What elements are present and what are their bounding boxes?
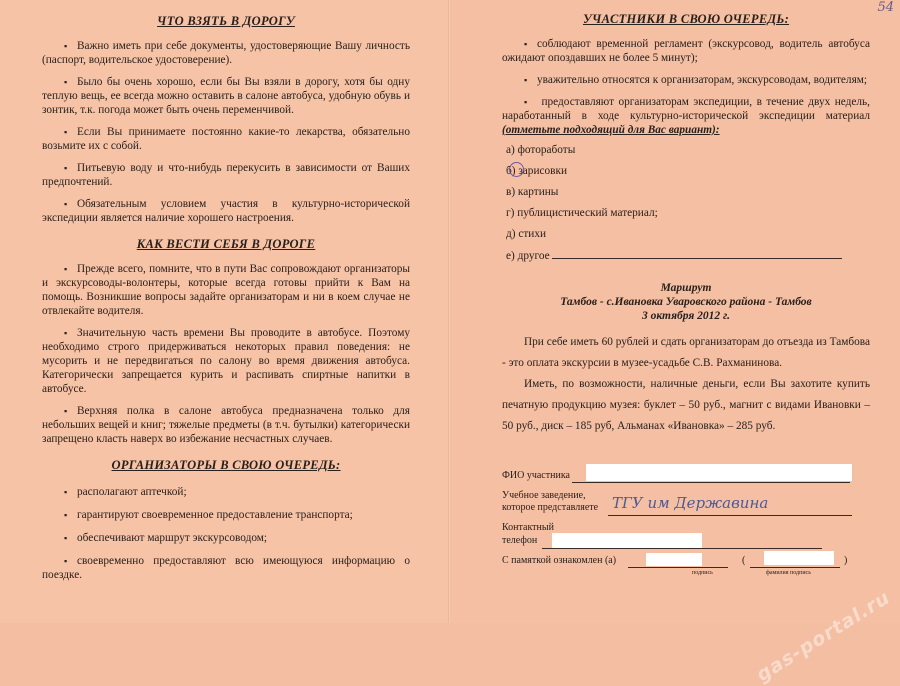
fio-redaction: [586, 464, 852, 481]
participant-item: ▪ уважительно относятся к организаторам, экскурсоводам, водителям;: [502, 73, 870, 87]
school-label-line2: которое представляете: [502, 502, 599, 513]
fio-label: ФИО участника: [502, 470, 570, 481]
right-column: [502, 12, 870, 437]
participant-item: ▪ соблюдают временной регламент (экскурсовод, водитель автобуса ожидают опоздавших не более 5 минут);: [502, 37, 870, 65]
school-label-line1: Учебное заведение,: [502, 490, 586, 501]
school-value: ТГУ им Державина: [612, 494, 769, 512]
option-photo: а) фотоработы: [506, 144, 576, 156]
choice-circle: [509, 162, 524, 177]
take-item: ▪ Если Вы принимаете постоянно какие-то лекарства, обязательно возьмите их с собой.: [42, 125, 410, 153]
behave-item: ▪ Верхняя полка в салоне автобуса предназначена только для небольших вещей и книг; тяжелые предметы (в т.ч. бутылки) категорически запрещено класть наверх во избежание несчастных случаев.: [42, 404, 410, 446]
name-redaction: [764, 551, 834, 565]
watermark: gas-portal.ru: [752, 586, 894, 686]
take-heading: ЧТО ВЗЯТЬ В ДОРОГУ: [157, 14, 295, 28]
contact-label-line2: телефон: [502, 535, 538, 546]
contact-label: [502, 521, 554, 547]
school-line: [608, 514, 852, 516]
route-par2: Иметь, по возможности, наличные деньги, если Вы захотите купить печатную продукцию музея: буклет – 50 руб., магнит с видами Ивановки – 50 руб., диск – 185 руб, Альманах «Ивановка» – 285 руб.: [502, 378, 870, 432]
take-item: ▪ Важно иметь при себе документы, удостоверяющие Вашу личность (паспорт, водительское удостоверение).: [42, 39, 410, 67]
provide-text: предоставляют организаторам экспедиции, в течение двух недель, наработанный в ходе культурно-исторической экспедиции материал: [502, 96, 870, 122]
route-date: 3 октября 2012 г.: [641, 310, 731, 322]
route-name: Тамбов - с.Ивановка Уваровского района - Тамбов: [560, 296, 812, 308]
org-heading: ОРГАНИЗАТОРЫ В СВОЮ ОЧЕРЕДЬ:: [111, 458, 341, 472]
school-label: [502, 490, 598, 514]
name-line: [750, 566, 840, 568]
phone-redaction: [552, 533, 702, 548]
name-caption: фамилия подпись: [766, 570, 811, 576]
fio-line: [572, 481, 850, 483]
sign-caption: подпись: [692, 570, 713, 576]
option-sketches: б) зарисовки: [506, 165, 568, 177]
left-page: [0, 0, 449, 623]
paren-open: (: [742, 555, 746, 566]
option-other: [502, 248, 870, 269]
right-page: [450, 0, 900, 686]
page-number: 54: [877, 0, 894, 15]
take-item: ▪ Обязательным условием участия в культурно-исторической экспедиции является наличие хорошего настроения.: [42, 197, 410, 225]
behave-item: ▪ Значительную часть времени Вы проводите в автобусе. Поэтому необходимо строго придерживаться некоторых правил поведения: не мусорить и не передвигаться по салону во время движения автобуса. Категорически запрещается курить и распивать спиртные напитки в автобусе.: [42, 326, 410, 396]
option-other-label: е) другое: [506, 250, 550, 262]
behave-item: ▪ Прежде всего, помните, что в пути Вас сопровождают организаторы и экскурсоводы-волонтеры, которые всегда готовы прийти к Вам на помощь. Возникшие вопросы задайте организаторам и ни в коем случае не отвлекайте водителя.: [42, 262, 410, 318]
route-label: Маршрут: [660, 282, 712, 294]
option-poems: д) стихи: [506, 228, 547, 240]
left-column: [42, 14, 410, 590]
option-publicistic: г) публицистический материал;: [506, 207, 658, 219]
sign-redaction: [646, 553, 702, 566]
route-par1: При себе иметь 60 рублей и сдать организаторам до отъезда из Тамбова - это оплата экскурсии в музее-усадьбе С.В. Рахманинова.: [502, 336, 870, 369]
ack-label: С памяткой ознакомлен (а): [502, 555, 617, 566]
sign-line: [628, 566, 728, 568]
take-item: ▪ Было бы очень хорошо, если бы Вы взяли в дорогу, хотя бы одну теплую вещь, ее всегда можно оставить в салоне автобуса, удобную обувь и зонтик, т.к. погода может быть очень переменчивой.: [42, 75, 410, 117]
participants-heading: УЧАСТНИКИ В СВОЮ ОЧЕРЕДЬ:: [582, 12, 790, 26]
org-item: ▪ своевременно предоставляют всю имеющуюся информацию о поездке.: [42, 554, 410, 582]
contact-label-line1: Контактный: [502, 522, 554, 533]
org-item: ▪ гарантируют своевременное предоставление транспорта;: [42, 508, 410, 522]
option-pictures: в) картины: [506, 186, 559, 198]
take-item: ▪ Питьевую воду и что-нибудь перекусить в зависимости от Ваших предпочтений.: [42, 161, 410, 189]
option-other-blank: [552, 248, 842, 259]
participant-item: [502, 95, 870, 137]
org-item: ▪ обеспечивают маршрут экскурсоводом;: [42, 531, 410, 545]
paren-close: ): [844, 555, 848, 566]
provide-note: (отметьте подходящий для Вас вариант):: [502, 124, 720, 136]
org-item: ▪ располагают аптечкой;: [42, 485, 410, 499]
behave-heading: КАК ВЕСТИ СЕБЯ В ДОРОГЕ: [136, 237, 316, 251]
route-text: [502, 332, 870, 437]
